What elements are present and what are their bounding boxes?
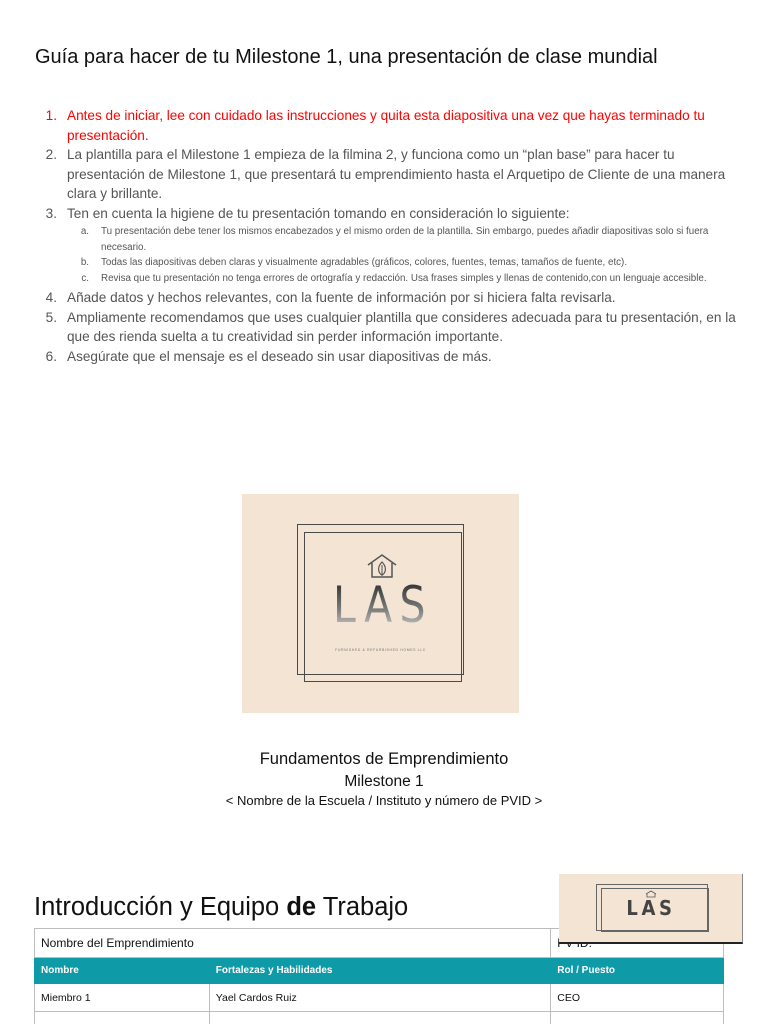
header-name: Nombre (35, 958, 210, 984)
small-logo-image (559, 874, 743, 944)
milestone-label: Milestone 1 (344, 773, 424, 790)
member-name-cell[interactable]: Miembro 1 (35, 984, 210, 1012)
list-text: La plantilla para el Milestone 1 empieza de la filmina 2, y funciona como un “plan base” para hacer tu presentación de Milestone 1, que presentará tu emprendimiento hasta el Arquetipo de Cliente de una manera clara y brillante. (67, 147, 726, 201)
sub-list-item (71, 255, 738, 271)
sub-list-letter: c. (81, 272, 89, 284)
list-number: 1. (45, 108, 57, 123)
small-logo-wordmark: LAS (626, 896, 676, 920)
cover-logo-image (242, 494, 519, 713)
list-item (36, 145, 738, 204)
logo-tagline: FURNISHED & REFURBISHED HOMES LLC (335, 648, 426, 652)
list-item (36, 347, 738, 367)
table-row (35, 984, 724, 1012)
section-title (34, 893, 408, 922)
member-role-cell[interactable]: CEO (551, 984, 724, 1012)
course-title: Fundamentos de Emprendimiento (259, 750, 509, 768)
sub-list-item (71, 224, 738, 255)
section-title-bold: de (286, 893, 317, 921)
list-number: 2. (45, 147, 57, 162)
list-item (36, 106, 738, 145)
sub-list-letter: a. (80, 226, 89, 237)
section-title-part: Trabajo (316, 893, 409, 921)
header-role: Rol / Puesto (551, 958, 724, 984)
member-skills-cell[interactable]: Yael Cardos Ruiz (209, 984, 550, 1012)
logo-wordmark: LAS (267, 576, 494, 634)
page-title: Guía para hacer de tu Milestone 1, una presentación de clase mundial (35, 46, 658, 68)
table-row-empty (35, 1012, 724, 1024)
venture-name-cell[interactable]: Nombre del Emprendimiento (35, 929, 551, 958)
list-text: Ampliamente recomendamos que uses cualquier plantilla que consideres adecuada para tu presentación, en la que des rienda suelta a tu creatividad sin perder información importante. (67, 309, 736, 344)
list-text: Añade datos y hechos relevantes, con la fuente de información por si hiciera falta revisarla. (67, 290, 616, 305)
empty-cell[interactable] (35, 1012, 210, 1024)
empty-cell[interactable] (209, 1012, 550, 1024)
table-header (35, 958, 724, 984)
list-item (36, 288, 738, 308)
list-number: 4. (45, 290, 57, 305)
list-number: 6. (45, 348, 57, 364)
sub-list-text: Tu presentación debe tener los mismos encabezados y el mismo orden de la plantilla. Sin embargo, puedes añadir diapositivas solo si fuera necesario. (101, 226, 709, 253)
list-item (36, 308, 738, 347)
sub-list (71, 224, 738, 286)
section-title-part: Introducción y Equipo (34, 893, 287, 921)
list-item (36, 204, 738, 224)
header-skills: Fortalezas y Habilidades (209, 958, 550, 984)
sub-list-text: Todas las diapositivas deben claras y visualmente agradables (gráficos, colores, fuentes, temas, tamaños de fuente, etc). (101, 257, 628, 268)
sub-list-item (71, 271, 738, 287)
list-text: Asegúrate que el mensaje es el deseado sin usar diapositivas de más. (67, 348, 492, 364)
sub-list-letter: b. (80, 257, 89, 268)
list-text: Antes de iniciar, lee con cuidado las instrucciones y quita esta diapositiva una vez que hayas terminado tu presentación. (67, 108, 705, 143)
list-number: 5. (45, 309, 57, 325)
list-number: 3. (45, 205, 57, 221)
sub-list-text: Revisa que tu presentación no tenga errores de ortografía y redacción. Usa frases simples y llenas de contenido,con un lenguaje accesible. (101, 272, 707, 284)
list-text: Ten en cuenta la higiene de tu presentación tomando en consideración lo siguiente: (67, 205, 570, 221)
school-placeholder: < Nombre de la Escuela / Instituto y número de PVID > (225, 793, 543, 808)
empty-cell[interactable] (551, 1012, 724, 1024)
instructions-list (36, 106, 738, 366)
